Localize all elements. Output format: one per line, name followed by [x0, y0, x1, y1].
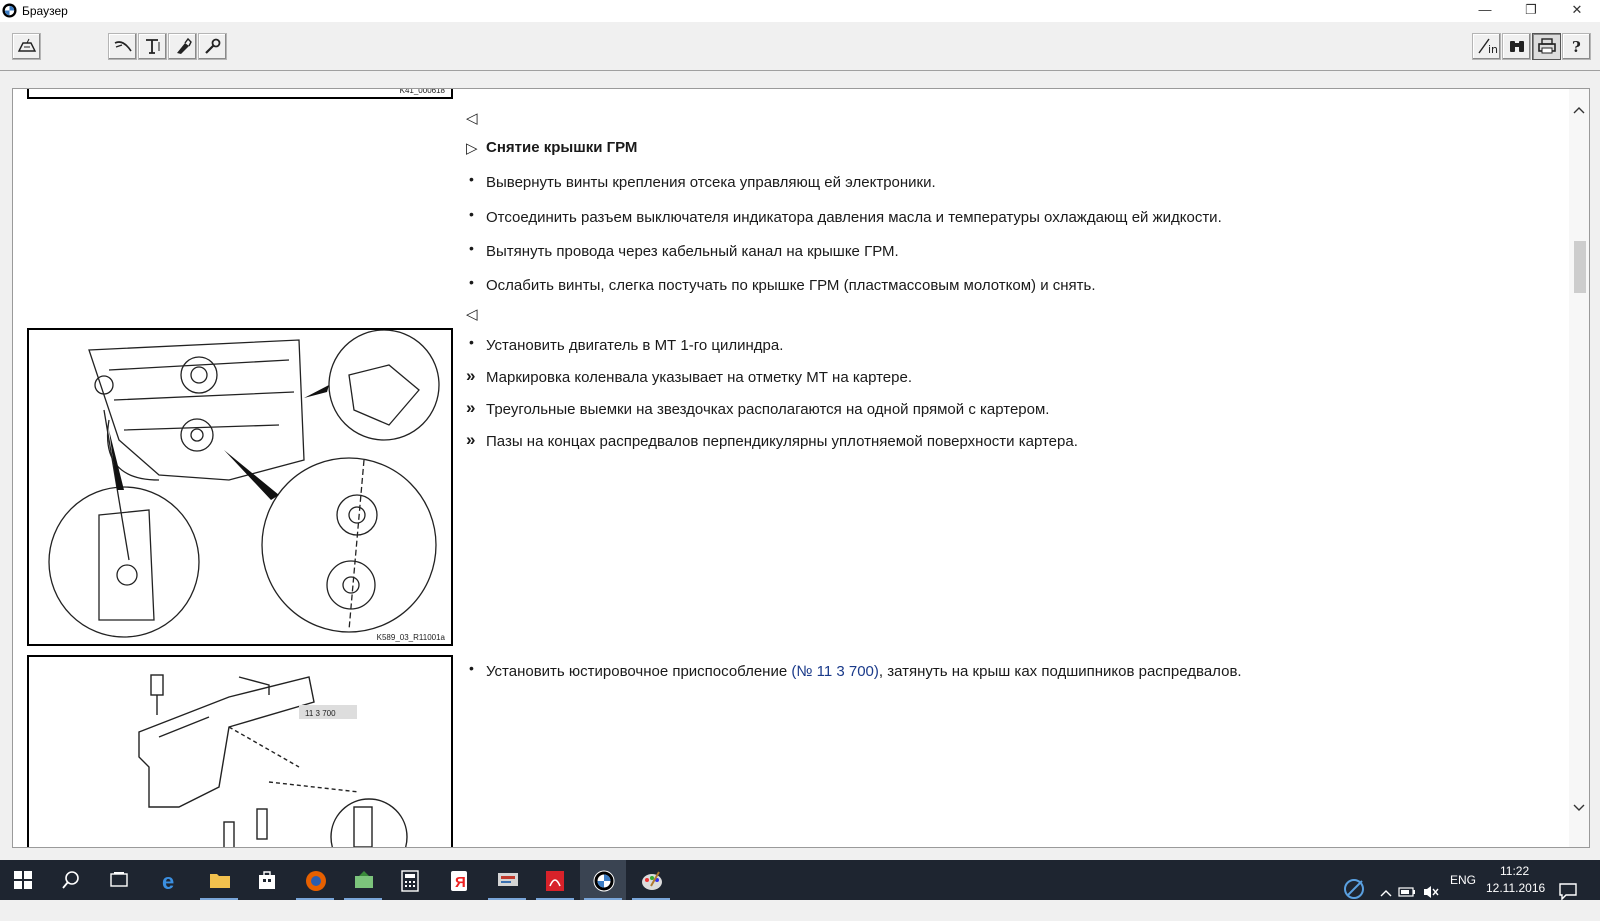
figure-top-partial — [27, 88, 453, 99]
toolbar — [0, 22, 1600, 71]
task-view-button[interactable] — [96, 860, 142, 900]
edge-icon — [161, 870, 183, 892]
wrench-button[interactable] — [198, 33, 227, 60]
bmw-logo-icon — [2, 3, 17, 18]
scroll-up-icon[interactable] — [1573, 105, 1585, 117]
print-button[interactable] — [1532, 33, 1561, 60]
presentation-icon — [497, 870, 519, 890]
yandex-icon — [449, 870, 469, 892]
figure-caption: K41_000618 — [399, 88, 445, 95]
edge-button[interactable] — [148, 860, 194, 900]
wrench-icon — [203, 37, 223, 55]
search-button[interactable] — [48, 860, 94, 900]
battery-icon[interactable] — [1398, 872, 1416, 912]
package-icon — [353, 870, 375, 890]
car-icon — [17, 37, 37, 55]
help-button[interactable] — [1562, 33, 1591, 60]
start-icon — [13, 870, 33, 890]
yandex-button[interactable] — [436, 860, 482, 900]
calculator-button[interactable] — [388, 860, 434, 900]
svg-text:in: in — [1488, 43, 1499, 55]
task-view-icon — [109, 870, 129, 890]
acrobat-icon — [545, 870, 565, 892]
help-icon — [1567, 37, 1587, 55]
clock-time[interactable]: 11:22 — [1500, 864, 1530, 878]
slash-in-button[interactable] — [1472, 33, 1501, 60]
paint-icon — [641, 870, 663, 892]
slash-in-icon — [1477, 37, 1499, 55]
minimize-button[interactable]: — — [1478, 2, 1492, 17]
firefox-button[interactable] — [292, 860, 338, 900]
figure-caption: K589_03_R11001a — [376, 633, 445, 642]
scroll-down-icon[interactable] — [1573, 801, 1585, 813]
wiring-button[interactable] — [108, 33, 137, 60]
expand-arrow-icon[interactable]: ▷ — [466, 140, 478, 157]
presentation-button[interactable] — [484, 860, 530, 900]
bmw-app-button[interactable] — [580, 860, 626, 900]
file-explorer-button[interactable] — [196, 860, 242, 900]
document-view[interactable]: K41_000618 K589_03_R11001a 11 3 700 ◁ ▷ Снятие крышки ГРМ • Вывернуть винты крепления отсека управляющ ей электроники. • Отсоединить разъем выключателя индикатора давления масла и температуры охлаждающ ей жидкости. • Вытянуть провода через кабельный канал на крышке ГРМ. • Ослабить винты, слегка постучать по крышке ГРМ (пластмассовым молотком) и снять. ◁ • Установить двигатель в МТ 1-го цилиндра. » Маркировка коленвала указывает на отметку МТ на картере. » Треугольные выемки на звездочках располагаются на одной прямой с картером. » Пазы на концах распредвалов перпендикулярны уплотняемой поверхности картера. • Установить юстировочное приспособление (№ 11 3 700), затянуть на крыш ках подшипников распредвалов. — [12, 88, 1590, 848]
calculator-icon — [401, 870, 419, 892]
text-tool-button[interactable] — [138, 33, 167, 60]
adjustment-tool-illustration — [29, 657, 451, 848]
text-tool-icon — [143, 37, 163, 55]
marker-button[interactable] — [168, 33, 197, 60]
paint-button[interactable] — [628, 860, 674, 900]
marker-icon — [173, 37, 193, 55]
svg-text:?: ? — [1572, 38, 1581, 55]
chevron-up-icon[interactable] — [1380, 874, 1392, 914]
search-icon — [61, 870, 81, 890]
search-binoculars-button[interactable] — [1502, 33, 1531, 60]
firefox-icon — [305, 870, 327, 892]
svg-text:Я: Я — [455, 874, 466, 891]
binoculars-icon — [1507, 37, 1527, 55]
restore-button[interactable]: ❐ — [1525, 2, 1537, 17]
wiring-icon — [113, 37, 133, 55]
tool-link[interactable]: (№ 11 3 700) — [791, 663, 879, 680]
start-button[interactable] — [0, 860, 46, 900]
vertical-scrollbar[interactable] — [1569, 89, 1589, 847]
explorer-icon — [209, 870, 231, 890]
close-button[interactable]: ✕ — [1571, 2, 1583, 17]
taskbar — [0, 860, 1600, 900]
scroll-thumb[interactable] — [1574, 241, 1586, 293]
volume-muted-icon[interactable] — [1422, 872, 1440, 912]
window-title: Браузер — [22, 4, 68, 18]
bmw-icon — [593, 870, 615, 892]
acrobat-button[interactable] — [532, 860, 578, 900]
store-icon — [257, 870, 277, 890]
network-sync-icon[interactable] — [1342, 868, 1370, 908]
heading-text: Снятие крышки ГРМ — [486, 139, 638, 156]
adjustment-tool-figure — [27, 655, 453, 848]
engine-timing-figure — [27, 328, 453, 646]
store-button[interactable] — [244, 860, 290, 900]
tool-number-tag: 11 3 700 — [305, 709, 336, 718]
svg-text:e: e — [162, 870, 175, 892]
package-button[interactable] — [340, 860, 386, 900]
engine-timing-illustration — [29, 330, 451, 644]
title-bar — [0, 0, 1600, 22]
clock-date[interactable]: 12.11.2016 — [1486, 881, 1546, 895]
car-button[interactable] — [12, 33, 41, 60]
printer-icon — [1537, 37, 1557, 55]
notifications-icon[interactable] — [1558, 871, 1578, 911]
input-language[interactable]: ENG — [1450, 873, 1477, 887]
